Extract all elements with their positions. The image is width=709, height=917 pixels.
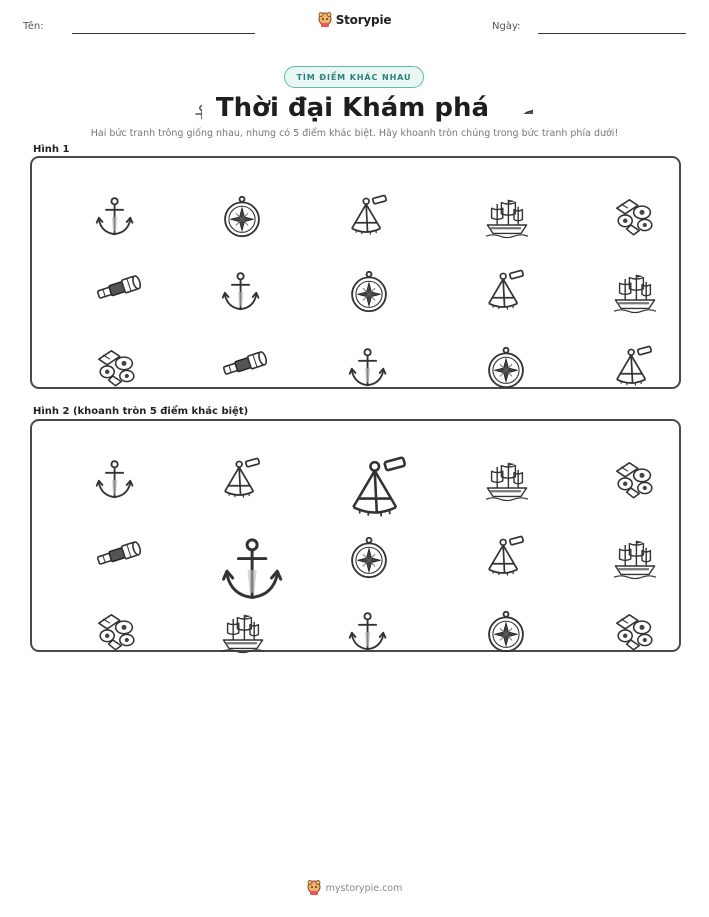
- ship-icon[interactable]: [201, 591, 243, 633]
- picture-2-label: Hình 2 (khoanh tròn 5 điểm khác biệt): [33, 406, 249, 417]
- name-label: Tên:: [23, 21, 44, 32]
- instructions: Hai bức tranh trông giống nhau, nhưng có 5 điểm khác biệt. Hãy khoanh tròn chúng trong bức tranh phía dưới!: [90, 128, 619, 139]
- sextant-icon[interactable]: [319, 430, 379, 490]
- treasure-pile-icon[interactable]: [593, 592, 635, 632]
- ship-icon[interactable]: [465, 439, 507, 481]
- compass-icon[interactable]: [466, 590, 506, 634]
- compass-icon: [202, 175, 242, 219]
- storypie-mascot-icon: [318, 12, 332, 28]
- name-field[interactable]: [72, 33, 255, 34]
- sextant-icon[interactable]: [466, 518, 506, 558]
- ship-icon: [593, 251, 635, 293]
- anchor-icon: [77, 177, 115, 217]
- page-title: [0, 91, 709, 123]
- footer-site: mystorypie.com: [325, 882, 403, 894]
- spyglass-icon: [72, 256, 120, 288]
- anchor-icon[interactable]: [330, 592, 368, 632]
- spyglass-icon[interactable]: [72, 522, 120, 554]
- page-title-text: Thời đại Khám phá: [215, 93, 490, 123]
- treasure-pile-icon[interactable]: [75, 592, 117, 632]
- ship-icon: [465, 176, 507, 218]
- spyglass-icon: [198, 332, 246, 364]
- footer: [0, 880, 709, 896]
- compass-icon: [329, 250, 369, 294]
- treasure-pile-icon: [593, 177, 635, 217]
- anchor-icon: [330, 328, 368, 368]
- treasure-pile-icon[interactable]: [593, 440, 635, 480]
- treasure-pile-icon: [75, 328, 117, 368]
- anchor-icon[interactable]: [77, 440, 115, 480]
- anchor-icon: [203, 252, 241, 292]
- date-label: Ngày:: [492, 21, 521, 32]
- brand-name: Storypie: [335, 13, 392, 27]
- sextant-icon: [466, 252, 506, 292]
- compass-icon: [466, 326, 506, 370]
- storypie-mascot-icon: [307, 880, 321, 896]
- picture-1-label: Hình 1: [33, 144, 70, 155]
- brand-logo: [0, 12, 709, 28]
- sextant-icon: [594, 328, 634, 368]
- date-field[interactable]: [538, 33, 686, 34]
- compass-icon[interactable]: [329, 516, 369, 560]
- ship-icon[interactable]: [593, 517, 635, 559]
- sextant-icon: [329, 177, 369, 217]
- activity-badge: TÌM ĐIỂM KHÁC NHAU: [284, 66, 424, 88]
- spyglass-icon: [501, 92, 533, 114]
- anchor-icon[interactable]: [192, 506, 253, 570]
- sextant-icon[interactable]: [202, 440, 242, 480]
- anchor-icon: [176, 91, 202, 119]
